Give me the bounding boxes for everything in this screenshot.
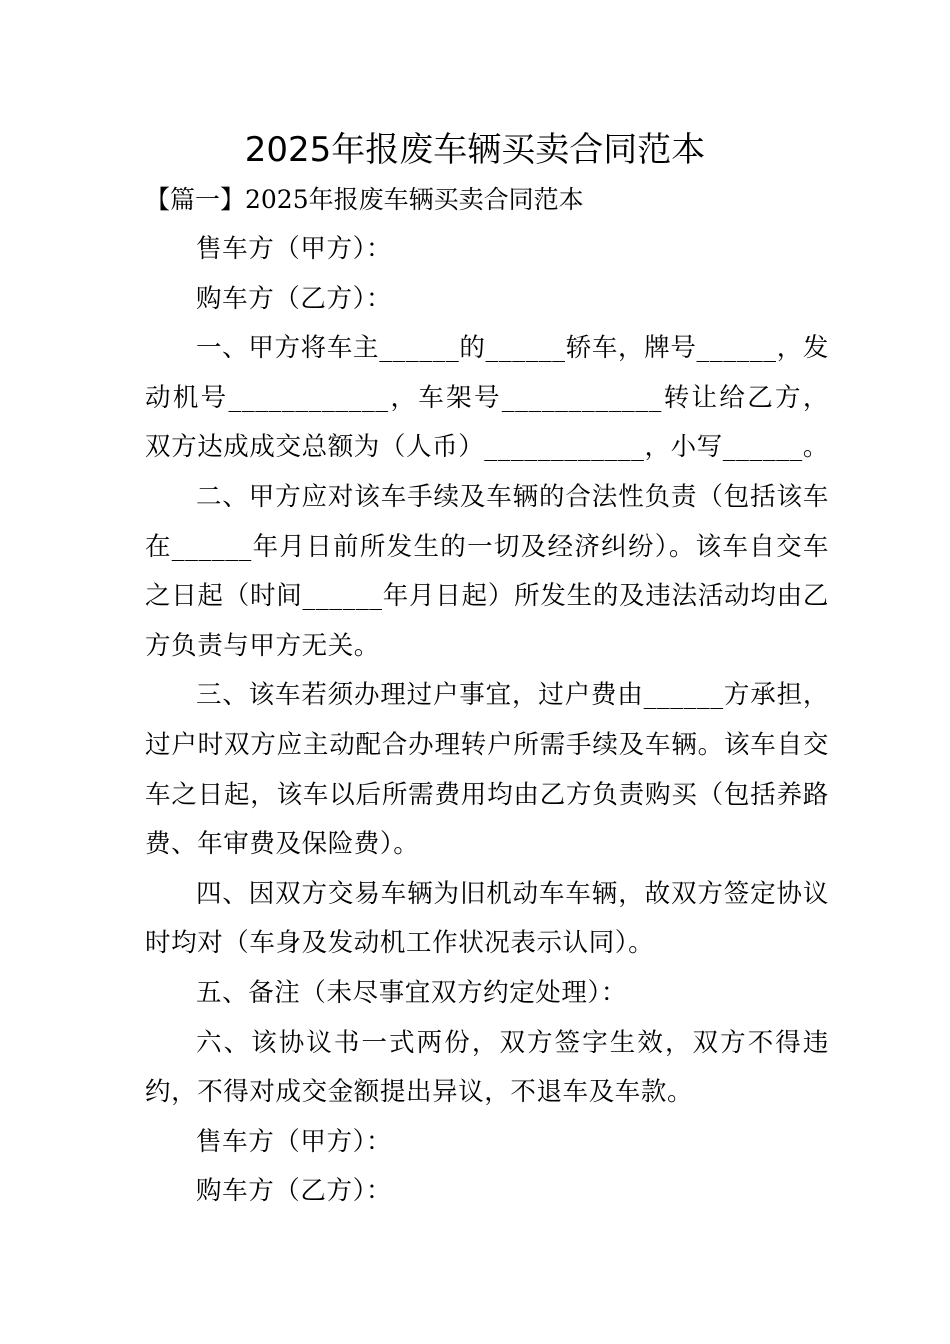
clause-5: 五、备注（未尽事宜双方约定处理）： bbox=[196, 977, 627, 1008]
buyer-signature-line: 购车方（乙方）： bbox=[196, 1176, 393, 1207]
buyer-line: 购车方（乙方）： bbox=[196, 283, 393, 314]
document-title: 2025年报废车辆买卖合同范本 bbox=[244, 130, 706, 170]
clause-2: 二、甲方应对该车手续及车辆的合法性负责（包括该车在______年月日前所发生的一切及经济纠纷）。该车自交车之日起（时间______年月日起）所发生的及违法活动均由乙方负责与甲方无关。 bbox=[145, 481, 829, 661]
seller-line: 售车方（甲方）： bbox=[196, 234, 393, 264]
clause-3: 三、该车若须办理过户事宜，过户费由______方承担，过户时双方应主动配合办理转户所需手续及车辆。该车自交车之日起，该车以后所需费用均由乙方负责购买（包括养路费、年审费及保险费）。 bbox=[145, 680, 829, 860]
contract-body bbox=[145, 225, 829, 1217]
clause-1: 一、甲方将车主______的______轿车，牌号______，发动机号____________，车架号____________转让给乙方，双方达成成交总额为（人币）____________，小写______。 bbox=[145, 333, 830, 463]
clause-4: 四、因双方交易车辆为旧机动车车辆，故双方签定协议时均对（车身及发动机工作状况表示认同）。 bbox=[145, 878, 829, 959]
clause-6: 六、该协议书一式两份，双方签字生效，双方不得违约，不得对成交金额提出异议，不退车及车款。 bbox=[145, 1027, 829, 1108]
seller-signature-line: 售车方（甲方）： bbox=[196, 1126, 393, 1157]
section-heading: 【篇一】2025年报废车辆买卖合同范本 bbox=[145, 185, 584, 214]
